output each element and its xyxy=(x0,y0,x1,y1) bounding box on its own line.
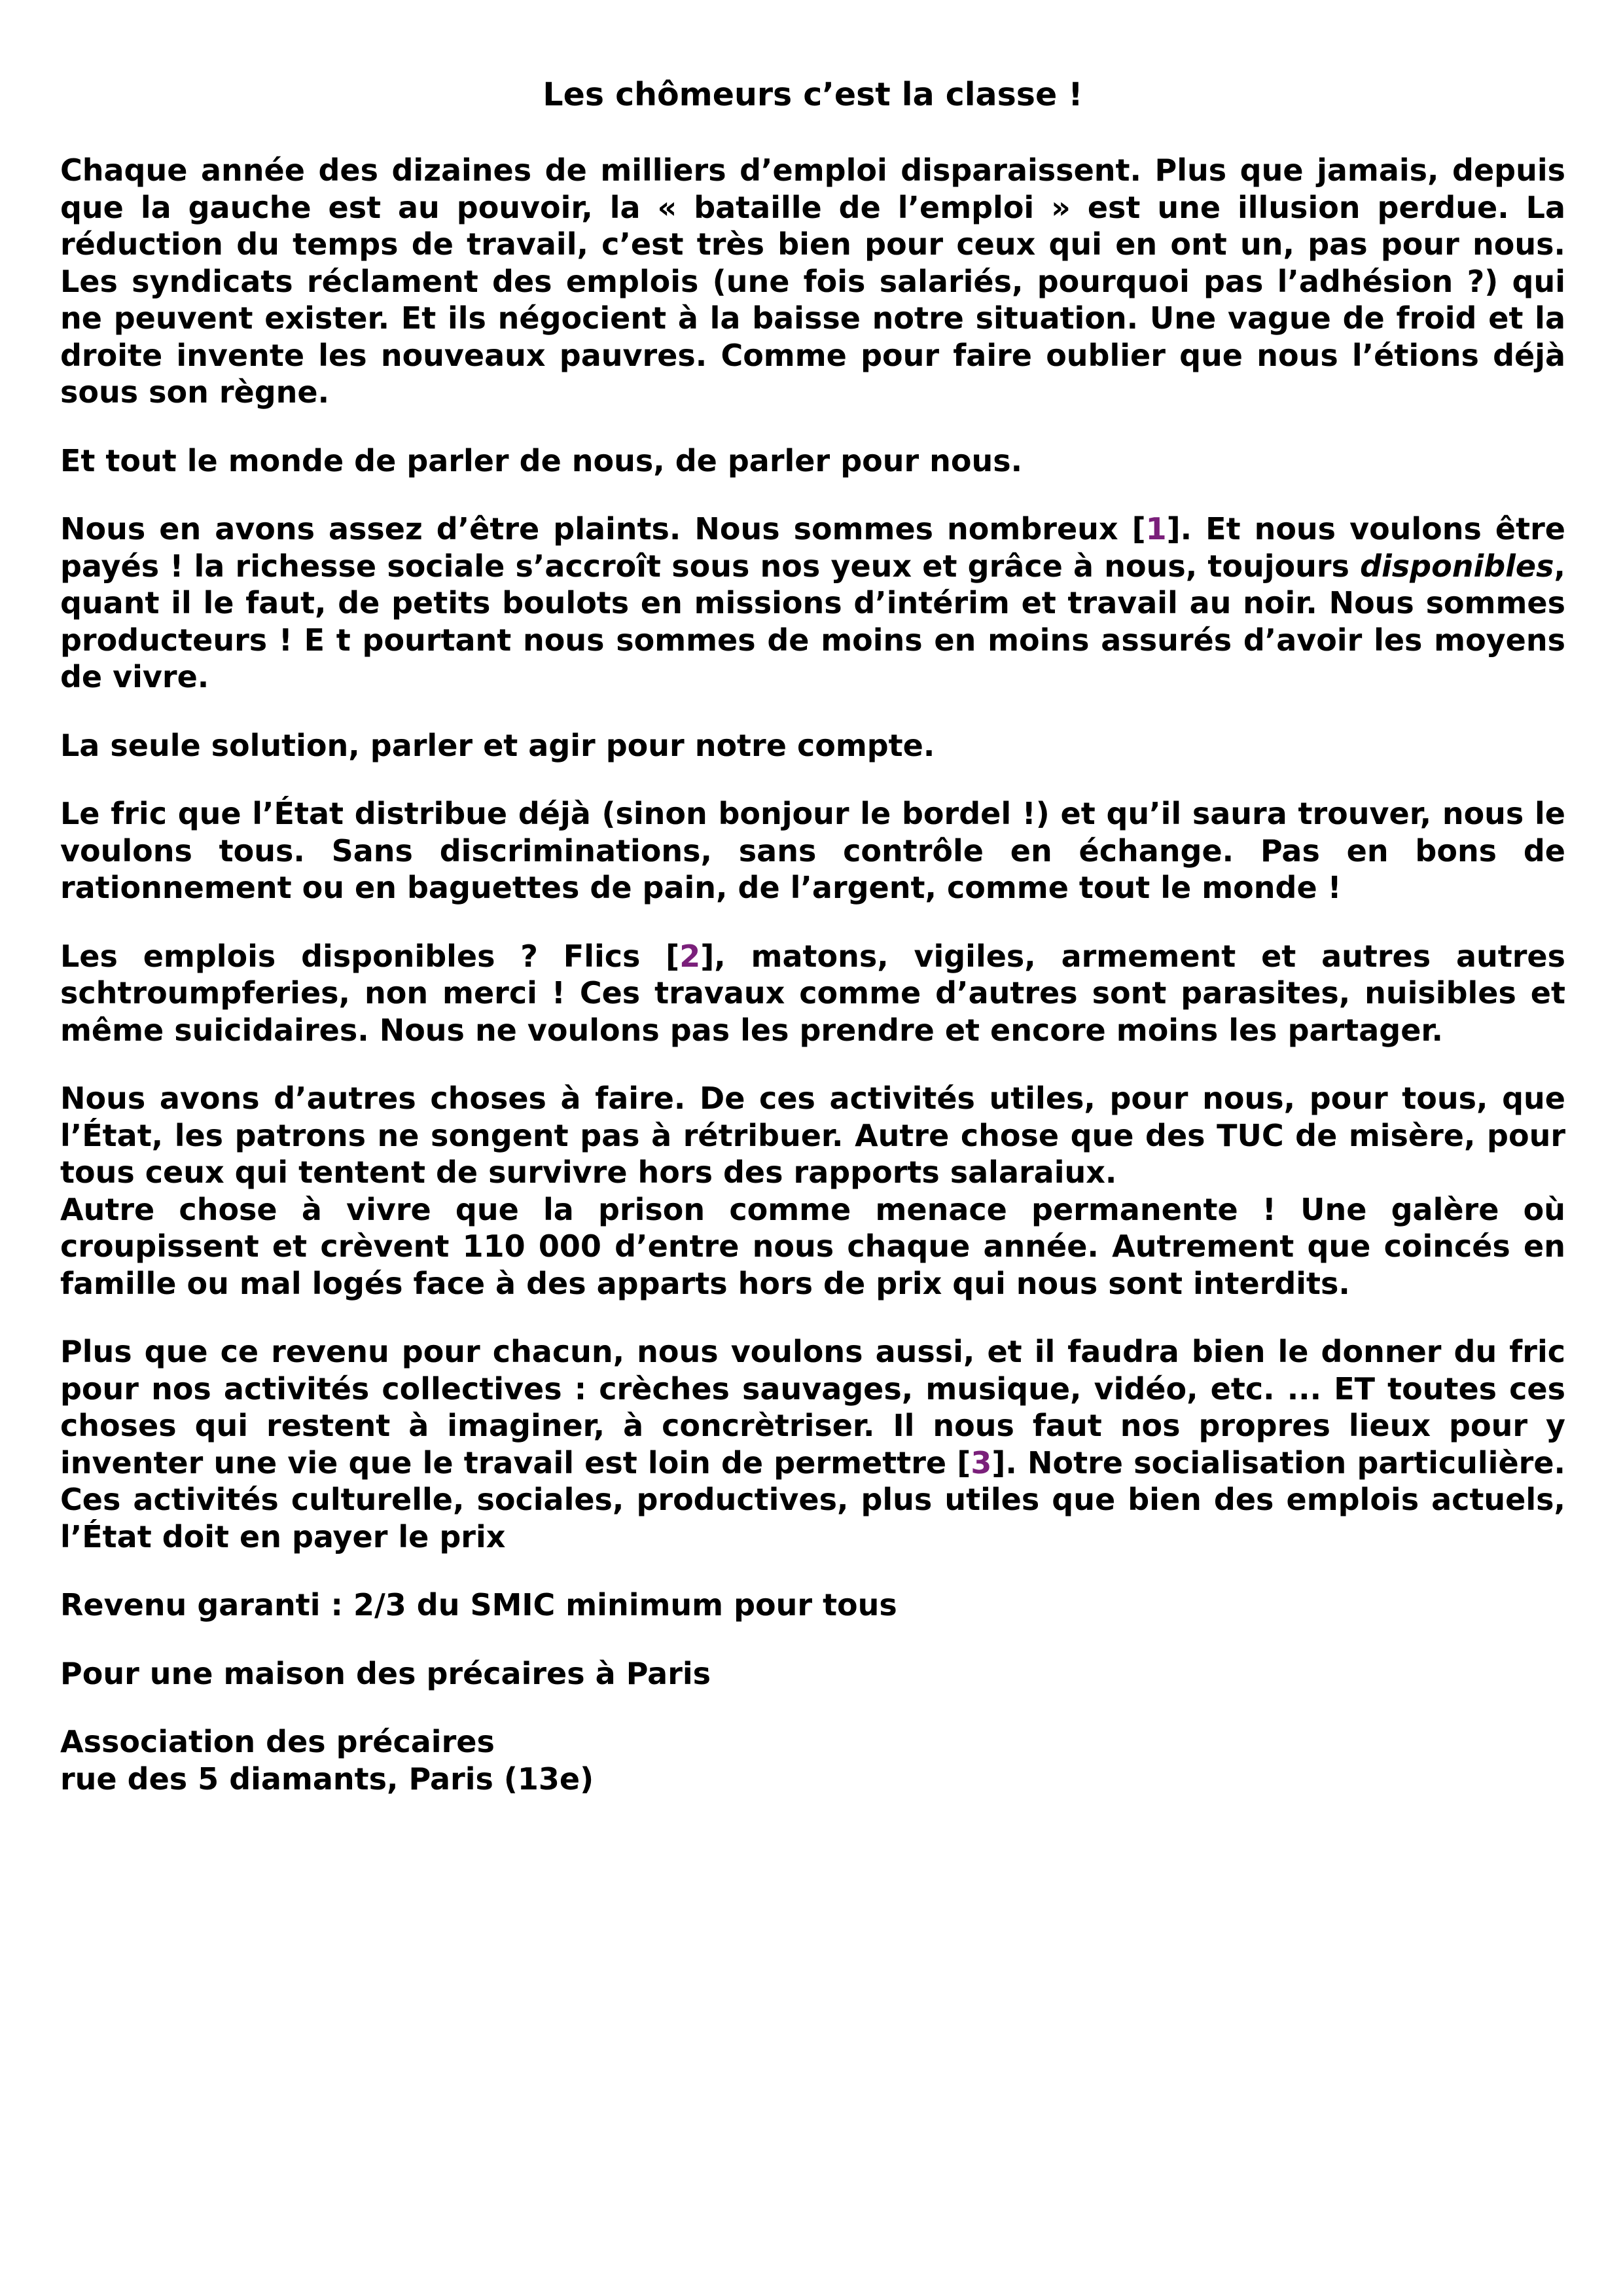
paragraph-6-text-a: Les emplois disponibles ? Flics [ xyxy=(60,938,680,974)
document-page xyxy=(60,72,1565,1829)
paragraph-7a: Nous avons d’autres choses à faire. De ces activités utiles, pour nous, pour tous, que l’État, les patrons ne songent pas à rétribuer. Autre chose que des TUC de misère, pour tous ceux qui tentent de survivre hors des rapports salaraiux. xyxy=(60,1081,1565,1190)
paragraph-3 xyxy=(60,511,1565,696)
paragraph-1: Chaque année des dizaines de milliers d’emploi disparaissent. Plus que jamais, depuis que la gauche est au pouvoir, la « bataille de l’emploi » est une illusion perdue. La réduction du temps de travail, c’est très bien pour ceux qui en ont un, pas pour nous. Les syndicats réclament des emplois (une fois salariés, pourquoi pas l’adhésion ?) qui ne peuvent exister. Et ils négocient à la baisse notre situation. Une vague de froid et la droite invente les nouveaux pauvres. Comme pour faire oublier que nous l’étions déjà sous son règne. xyxy=(60,152,1565,410)
paragraph-2: Et tout le monde de parler de nous, de parler pour nous. xyxy=(60,442,1023,478)
paragraph-8 xyxy=(60,1333,1565,1555)
paragraph-8-text-a: Plus que ce revenu pour chacun, nous voulons aussi, et il faudra bien le donner du fric pour nos activités collectives : crèches sauvages, musique, vidéo, etc. ... ET toutes ces choses qui restent à imaginer, à concrètriser. Il nous faut nos propres lieux pour y inventer une vie que le travail est loin de permettre [ xyxy=(60,1334,1565,1480)
document-title: Les chômeurs c’est la classe ! xyxy=(543,76,1083,113)
paragraph-3-text-a: Nous en avons assez d’être plaints. Nous sommes nombreux [ xyxy=(60,511,1146,547)
paragraph-3-text-c: , quant il le faut, de petits boulots en missions d’intérim et travail au noir. Nous sommes producteurs ! E t pourtant nous sommes de moins en moins assurés d’avoir les moyens de vivre. xyxy=(60,548,1565,694)
paragraph-6-text-b: ], matons, vigiles, armement et autres autres schtroumpferies, non merci ! Ces travaux comme d’autres sont parasites, nuisibles et même suicidaires. Nous ne voulons pas les prendre et encore moins les partager. xyxy=(60,938,1565,1048)
paragraph-8-text-b: ]. Notre socialisation particulière. Ces activités culturelle, sociales, productives, plus utiles que bien des emplois actuels, l’État doit en payer le prix xyxy=(60,1444,1566,1554)
footnote-ref-1[interactable]: 1 xyxy=(1145,511,1167,547)
signature-organization: Association des précaires xyxy=(60,1724,495,1759)
signature xyxy=(60,1723,1565,1797)
paragraph-3-text-b: ]. Et nous voulons être payés ! la richesse sociale s’accroît sous nos yeux et grâce à nous, toujours xyxy=(60,511,1566,584)
footnote-ref-3[interactable]: 3 xyxy=(971,1444,992,1480)
paragraph-3-emphasis: disponibles xyxy=(1360,548,1554,584)
slogan-maison: Pour une maison des précaires à Paris xyxy=(60,1655,711,1691)
paragraph-6 xyxy=(60,938,1565,1049)
paragraph-4: La seule solution, parler et agir pour notre compte. xyxy=(60,727,935,763)
paragraph-5: Le fric que l’État distribue déjà (sinon bonjour le bordel !) et qu’il saura trouver, nous le voulons tous. Sans discriminations, sans contrôle en échange. Pas en bons de rationnement ou en baguettes de pain, de l’argent, comme tout le monde ! xyxy=(60,796,1565,905)
paragraph-7b: Autre chose à vivre que la prison comme menace permanente ! Une galère où croupissent et crèvent 110 000 d’entre nous chaque année. Autrement que coincés en famille ou mal logés face à des apparts hors de prix qui nous sont interdits. xyxy=(60,1191,1565,1301)
footnote-ref-2[interactable]: 2 xyxy=(679,938,701,974)
slogan-revenu: Revenu garanti : 2/3 du SMIC minimum pour tous xyxy=(60,1587,897,1623)
signature-address: rue des 5 diamants, Paris (13e) xyxy=(60,1761,594,1797)
